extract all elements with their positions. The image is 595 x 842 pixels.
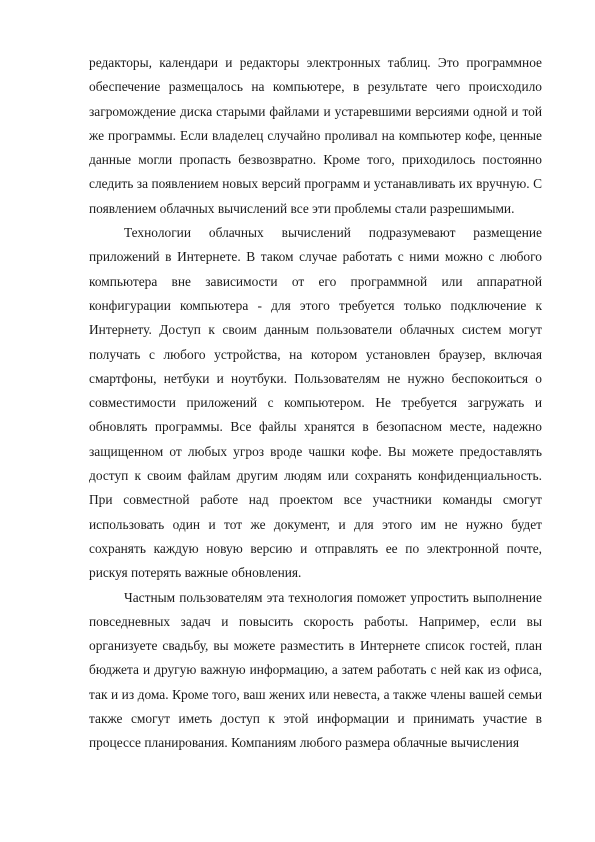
- paragraph: [89, 51, 542, 221]
- text-line: Технологии облачных вычислений подразумевают размещение: [124, 225, 542, 241]
- text-line: Частным пользователям эта технология поможет упростить выполнение: [124, 589, 542, 605]
- text-line: появлением облачных вычислений все эти проблемы стали разрешимыми.: [89, 200, 515, 216]
- text-line: загромождение диска старыми файлами и устаревшими версиями одной и той: [89, 103, 542, 119]
- paragraph: [89, 586, 542, 756]
- text-line: обновлять программы. Все файлы хранятся в безопасном месте, надежно: [89, 419, 542, 435]
- text-line: бюджета и другую важную информацию, а затем работать с ней как из офиса,: [89, 662, 542, 678]
- text-line: процессе планирования. Компаниям любого размера облачные вычисления: [89, 735, 520, 751]
- text-line: Интернету. Доступ к своим данным пользователи облачных систем могут: [89, 322, 542, 338]
- text-line: редакторы, календари и редакторы электронных таблиц. Это программное: [89, 55, 542, 70]
- text-line: получать с любого устройства, на котором установлен браузер, включая: [89, 346, 542, 362]
- text-line: следить за появлением новых версий программ и устанавливать их вручную. С: [89, 176, 542, 192]
- text-line: смартфоны, нетбуки и ноутбуки. Пользователям не нужно беспокоиться о: [89, 370, 542, 386]
- text-line: сохранять каждую новую версию и отправлять ее по электронной почте,: [89, 540, 542, 556]
- text-line: защищенном от любых угроз вроде чашки кофе. Вы можете предоставлять: [89, 443, 542, 459]
- text-line: же программы. Если владелец случайно проливал на компьютер кофе, ценные: [89, 127, 542, 143]
- text-line: организуете свадьбу, вы можете разместить в Интернете список гостей, план: [89, 638, 542, 654]
- text-line: данные могли пропасть безвозвратно. Кроме того, приходилось постоянно: [89, 152, 542, 168]
- text-line: использовать один и тот же документ, и для этого им не нужно будет: [89, 516, 542, 532]
- text-line: совместимости приложений с компьютером. Не требуется загружать и: [89, 395, 542, 411]
- text-line: компьютера вне зависимости от его программной или аппаратной: [89, 273, 542, 289]
- text-line: рискуя потерять важные обновления.: [89, 565, 302, 581]
- text-line: обеспечение размещалось на компьютере, в результате чего происходило: [89, 79, 542, 95]
- text-line: также смогут иметь доступ к этой информации и принимать участие в: [89, 711, 542, 727]
- text-line: При совместной работе над проектом все участники команды смогут: [89, 492, 542, 508]
- text-line: повседневных задач и повысить скорость работы. Например, если вы: [89, 613, 542, 629]
- paragraph: [89, 221, 542, 585]
- text-line: доступ к своим файлам другим людям или сохранять конфиденциальность.: [89, 468, 542, 484]
- text-line: так и из дома. Кроме того, ваш жених или невеста, а также члены вашей семьи: [89, 686, 542, 702]
- text-line: приложений в Интернете. В таком случае работать с ними можно с любого: [89, 249, 542, 265]
- text-line: конфигурации компьютера - для этого требуется только подключение к: [89, 297, 542, 313]
- document-body-text: [89, 51, 542, 756]
